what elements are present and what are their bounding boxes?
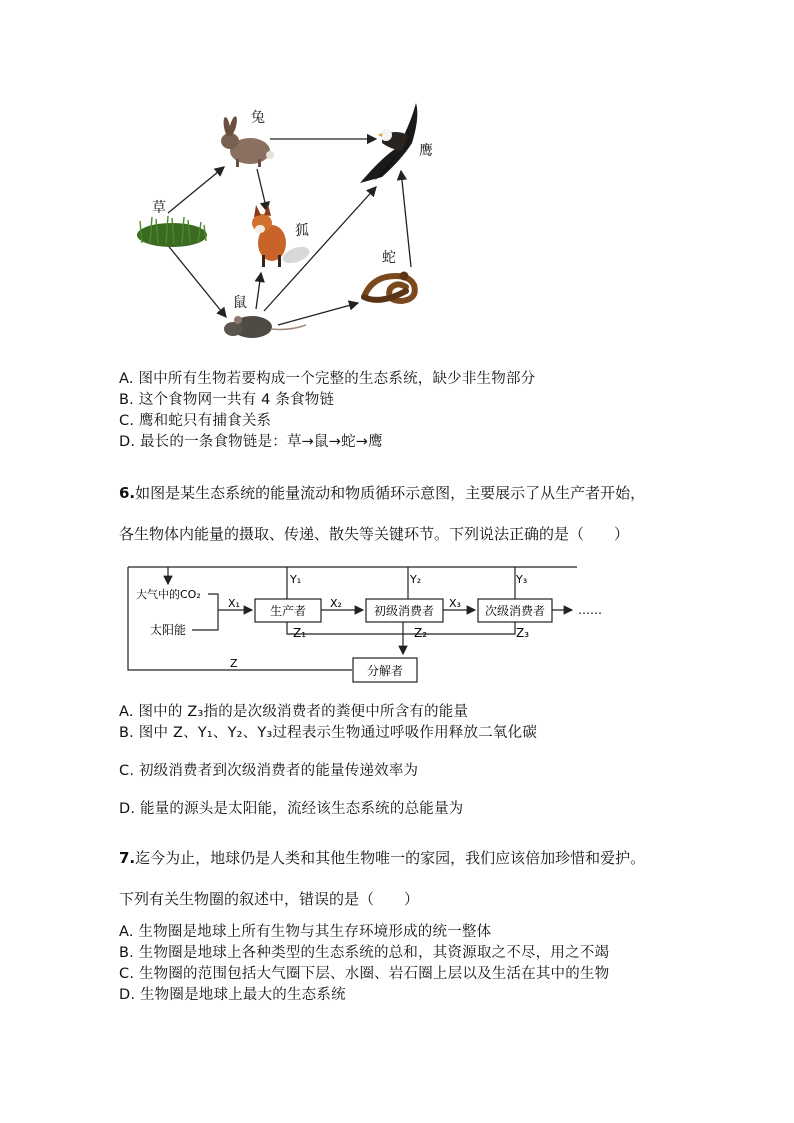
arrow-mouse-snake <box>278 303 358 325</box>
arrow-rabbit-fox <box>257 169 267 211</box>
q5-option-a: A. 图中所有生物若要构成一个完整的生态系统，缺少非生物部分 <box>119 371 536 387</box>
q7-option-b: B. 生物圈是地球上各种类型的生态系统的总和，其资源取之不尽，用之不竭 <box>119 945 610 961</box>
eagle-image <box>360 103 417 183</box>
co2-connector <box>208 594 218 622</box>
q6-option-b: B. 图中 Z、Y₁、Y₂、Y₃过程表示生物通过呼吸作用释放二氧化碳 <box>119 725 538 741</box>
q6-stem-line2: 各生物体内能量的摄取、传递、散失等关键环节。下列说法正确的是（ ） <box>119 525 630 543</box>
sun-connector <box>192 622 218 630</box>
q7-stem-line2: 下列有关生物圈的叙述中，错误的是（ ） <box>119 890 420 908</box>
decomposer-label: 分解者 <box>366 664 404 678</box>
food-web-figure <box>120 95 440 350</box>
q6-option-a: A. 图中的 Z₃指的是次级消费者的粪便中所含有的能量 <box>119 704 469 720</box>
z3-label: Z₃ <box>516 626 530 640</box>
arrow-grass-mouse <box>166 243 226 317</box>
grass-label: 草 <box>152 200 166 216</box>
q6-stem-line1: 6.如图是某生态系统的能量流动和物质循环示意图，主要展示了从生产者开始， <box>119 484 646 502</box>
z-label: Z <box>230 657 238 670</box>
q7-number: 7. <box>119 849 136 867</box>
snake-image <box>364 276 415 301</box>
q7-stem-line1: 7.迄今为止，地球仍是人类和其他生物唯一的家园，我们应该倍加珍惜和爱护。 <box>119 849 646 867</box>
mouse-label: 鼠 <box>233 295 247 311</box>
sun-label: 太阳能 <box>150 623 187 637</box>
rabbit-image <box>221 116 274 167</box>
q6-number: 6. <box>119 484 136 502</box>
q7-option-d: D. 生物圈是地球上最大的生态系统 <box>119 987 346 1003</box>
q7-option-c: C. 生物圈的范围包括大气圈下层、水圈、岩石圈上层以及生活在其中的生物 <box>119 966 610 982</box>
producer-label: 生产者 <box>269 604 307 618</box>
q7-option-a: A. 生物圈是地球上所有生物与其生存环境形成的统一整体 <box>119 924 492 940</box>
q5-option-c: C. 鹰和蛇只有捕食关系 <box>119 413 272 429</box>
q5-option-b: B. 这个食物网一共有 4 条食物链 <box>119 392 335 408</box>
grass-image <box>137 216 207 247</box>
energy-flow-diagram <box>120 562 630 690</box>
q6-option-d: D. 能量的源头是太阳能，流经该生态系统的总能量为 <box>119 801 464 817</box>
z2-label: Z₂ <box>414 626 428 640</box>
rabbit-label: 兔 <box>251 110 265 126</box>
arrow-mouse-fox <box>256 273 261 309</box>
primary-consumer-label: 初级消费者 <box>373 604 435 618</box>
y1-label: Y₁ <box>290 573 302 586</box>
y2-label: Y₂ <box>410 573 422 586</box>
arrow-grass-rabbit <box>168 167 224 213</box>
y3-label: Y₃ <box>516 573 528 586</box>
x3-label: X₃ <box>449 597 461 610</box>
arrow-snake-eagle <box>401 171 411 267</box>
fox-label: 狐 <box>295 223 309 239</box>
secondary-consumer-label: 次级消费者 <box>484 604 546 618</box>
mouse-image <box>224 316 306 338</box>
z1-label: Z₁ <box>293 626 307 640</box>
eagle-label: 鹰 <box>419 143 433 159</box>
q5-option-d: D. 最长的一条食物链是：草→鼠→蛇→鹰 <box>119 434 383 450</box>
co2-label: 大气中的CO₂ <box>136 588 201 601</box>
q6-option-c: C. 初级消费者到次级消费者的能量传递效率为 <box>119 763 419 779</box>
x2-label: X₂ <box>330 597 342 610</box>
snake-head <box>400 272 409 281</box>
x1-label: X₁ <box>228 597 240 610</box>
snake-label: 蛇 <box>382 250 396 266</box>
dots-label: …… <box>578 603 602 617</box>
